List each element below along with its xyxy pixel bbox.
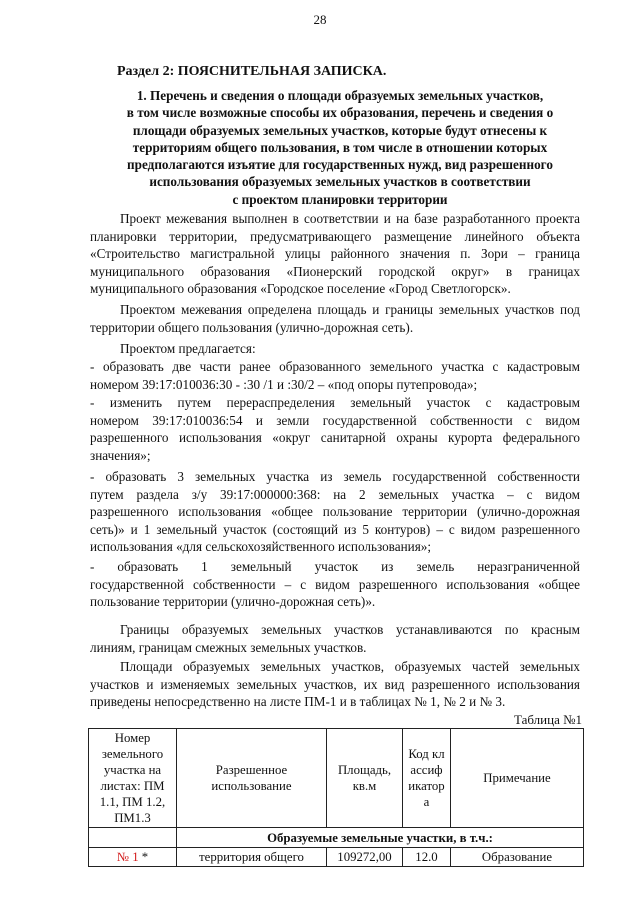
paragraph-line: планировки территории, предусматривающего размещение линейного объекта xyxy=(90,228,580,244)
plot-number: № 1 xyxy=(116,850,139,864)
header-classifier-code xyxy=(403,729,451,828)
cell-plot-number xyxy=(89,848,177,867)
heading-line: предполагаются изъятие для государственных нужд, вид разрешенного xyxy=(127,157,553,173)
paragraph-line: Проектом предлагается: xyxy=(120,341,256,356)
paragraph-line: пользование территории (улично-дорожная сеть)». xyxy=(90,594,376,610)
paragraph-line: разрешенного использования «общее пользование территории (улично-дорожная xyxy=(90,504,580,520)
paragraph-line: участков и изменяемых земельных участков, их вид разрешенного использования xyxy=(90,676,580,692)
paragraph xyxy=(90,468,580,556)
cell-classifier-code: 12.0 xyxy=(403,848,451,867)
table-row xyxy=(89,848,584,867)
plot-number-mark: * xyxy=(138,850,149,864)
paragraph-line: - изменить путем перераспределения земельный участок с кадастровым xyxy=(90,395,580,410)
heading-line: площади образуемых земельных участков, которые будут отнесены к xyxy=(132,122,548,138)
paragraph-line: территории общего пользования (улично-дорожная сеть). xyxy=(90,319,414,335)
header-note: Примечание xyxy=(451,729,584,828)
paragraph xyxy=(90,358,580,393)
table-header-row xyxy=(89,729,584,828)
cell-note: Образование xyxy=(451,848,584,867)
paragraph xyxy=(90,621,580,656)
paragraph-line: номером 39:17:010036:30 - :30 /1 и :30/2 – «под опоры путепровода»; xyxy=(90,376,478,392)
heading-line: территориям общего пользования, в том числе в отношении которых xyxy=(132,139,548,155)
paragraph-line: использования «для сельскохозяйственного использования»; xyxy=(90,539,432,555)
table-caption: Таблица №1 xyxy=(513,712,582,727)
paragraph-line: значения»; xyxy=(90,447,151,463)
heading-line: 1. Перечень и сведения о площади образуемых земельных участков, xyxy=(136,88,544,103)
paragraph-line: путем раздела з/у 39:17:000000:368: на 2 земельных участка – с видом xyxy=(90,486,580,502)
header-permitted-use: Разрешенное использование xyxy=(177,729,327,828)
paragraph xyxy=(90,658,580,711)
table-subheader-row xyxy=(89,828,584,848)
paragraph-line: линиям, границам смежных земельных участков. xyxy=(90,639,367,655)
paragraph-line: «Строительство магистральной улицы районного значения п. Зори – граница xyxy=(90,246,580,262)
paragraph xyxy=(90,558,580,611)
paragraph-line: Границы образуемых земельных участков устанавливаются по красным xyxy=(120,622,580,637)
paragraph xyxy=(90,340,580,358)
paragraph xyxy=(90,394,580,464)
heading-line: в том числе возможные способы их образования, перечень и сведения о xyxy=(126,105,554,121)
paragraph-line: номером 39:17:010036:54 и земли государственной собственности с видом xyxy=(90,412,580,428)
paragraph-line: приведены непосредственно на листе ПМ-1 и в таблицах № 1, № 2 и № 3. xyxy=(90,694,506,710)
land-plots-table xyxy=(88,728,584,867)
section-title: Раздел 2: ПОЯСНИТЕЛЬНАЯ ЗАПИСКА. xyxy=(117,64,387,79)
header-classifier-code-text: Код классификатора xyxy=(408,747,445,809)
paragraph-line: Площади образуемых земельных участков, образуемых частей земельных xyxy=(120,659,580,674)
paragraph-line: разрешенного использования «округ санитарной охраны курорта федерального xyxy=(90,430,580,446)
paragraph-line: - образовать две части ранее образованного земельного участка с кадастровым xyxy=(90,359,580,374)
paragraph-line: сеть)» и 1 земельный участок (состоящий из 5 контуров) – с видом разрешенного xyxy=(90,521,580,537)
subheader-label: Образуемые земельные участки, в т.ч.: xyxy=(177,828,584,848)
subheader-blank xyxy=(89,828,177,848)
paragraph xyxy=(90,210,580,298)
paragraph-line: - образовать 1 земельный участок из земель неразграниченной xyxy=(90,559,580,574)
paragraph-line: муниципального образования «Пионерский городской округ» в границах xyxy=(90,263,580,279)
header-plot-number: Номер земельного участка на листах: ПМ 1.1, ПМ 1.2, ПМ1.3 xyxy=(89,729,177,828)
heading-line: использования образуемых земельных участков в соответствии xyxy=(149,174,531,190)
page-number: 28 xyxy=(313,12,327,27)
section-heading xyxy=(100,87,580,208)
heading-line: с проектом планировки территории xyxy=(232,191,448,207)
paragraph-line: Проектом межевания определена площадь и границы земельных участков под xyxy=(120,302,580,317)
paragraph-line: муниципального образования «Городское поселение «Город Светлогорск». xyxy=(90,281,511,297)
paragraph-line: государственной собственности – с видом разрешенного использования «общее xyxy=(90,576,580,592)
paragraph-line: - образовать 3 земельных участка из земель государственной собственности xyxy=(90,469,580,484)
cell-permitted-use: территория общего xyxy=(177,848,327,867)
paragraph-line: Проект межевания выполнен в соответствии и на базе разработанного проекта xyxy=(120,211,580,226)
cell-area: 109272,00 xyxy=(327,848,403,867)
header-area: Площадь, кв.м xyxy=(327,729,403,828)
paragraph xyxy=(90,301,580,336)
